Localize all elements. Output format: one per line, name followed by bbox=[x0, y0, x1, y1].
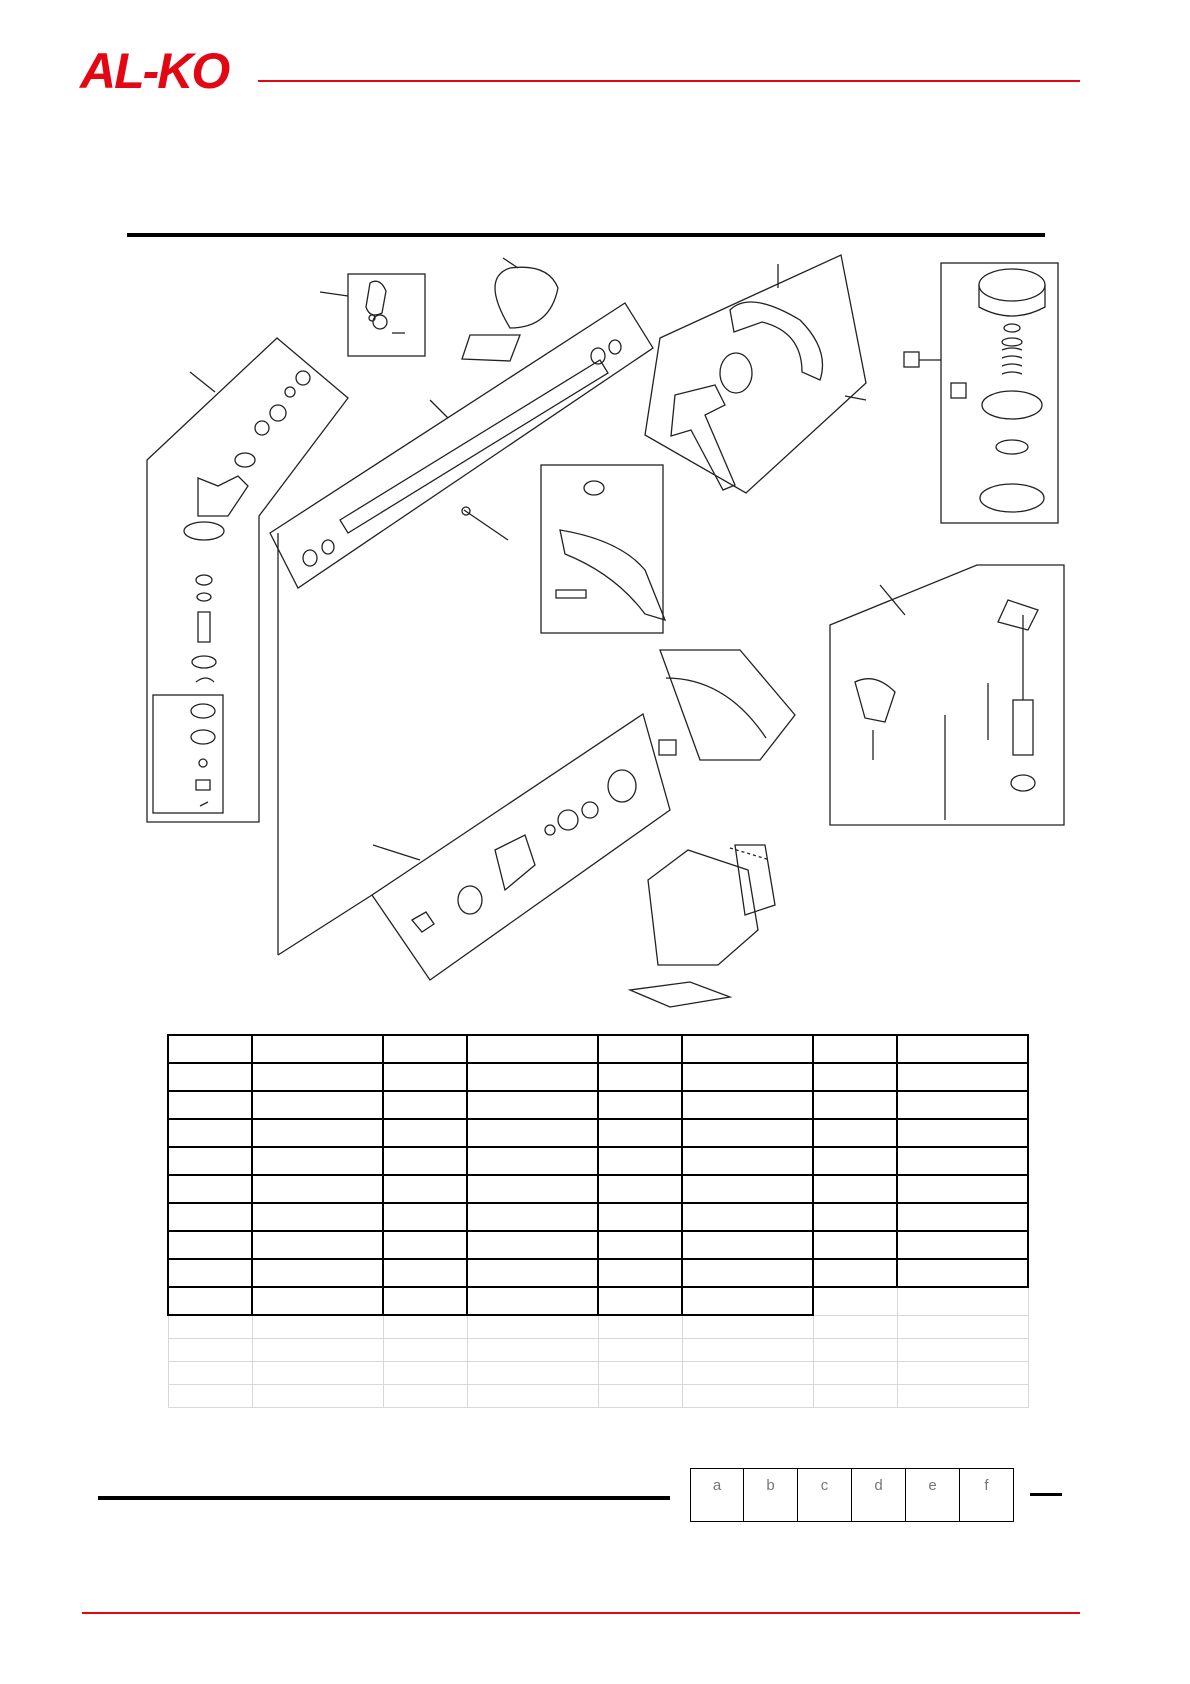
bottom-rule bbox=[82, 1612, 1080, 1614]
variant-box-e: e bbox=[906, 1468, 960, 1522]
table-row bbox=[168, 1035, 1028, 1063]
brush-strip bbox=[659, 650, 795, 760]
variant-box-d: d bbox=[852, 1468, 906, 1522]
loop-handle bbox=[645, 255, 866, 493]
table-row bbox=[168, 1119, 1028, 1147]
variant-box-a: a bbox=[690, 1468, 744, 1522]
variant-box-c: c bbox=[798, 1468, 852, 1522]
clutch-housing-assembly bbox=[278, 533, 670, 980]
shoulder-strap bbox=[462, 258, 558, 361]
table-row bbox=[168, 1362, 1028, 1385]
gear-head-assembly bbox=[147, 338, 348, 822]
parts-table bbox=[167, 1034, 1029, 1408]
table-row bbox=[168, 1175, 1028, 1203]
alko-logo: AL-KO bbox=[80, 43, 229, 99]
throttle-handle-assembly bbox=[830, 565, 1064, 825]
table-row bbox=[168, 1231, 1028, 1259]
engine-cover bbox=[630, 845, 775, 1007]
clamp-detail bbox=[320, 274, 425, 356]
table-row bbox=[168, 1203, 1028, 1231]
table-row bbox=[168, 1385, 1028, 1408]
variant-legend bbox=[690, 1468, 1014, 1522]
drive-shaft bbox=[270, 303, 653, 588]
table-row bbox=[168, 1339, 1028, 1362]
table-row bbox=[168, 1091, 1028, 1119]
table-row bbox=[168, 1287, 1028, 1315]
table-row bbox=[168, 1063, 1028, 1091]
trimmer-head bbox=[904, 263, 1058, 523]
table-row bbox=[168, 1259, 1028, 1287]
table-row bbox=[168, 1147, 1028, 1175]
variant-box-f: f bbox=[960, 1468, 1014, 1522]
footer-rule bbox=[98, 1496, 670, 1500]
table-row bbox=[168, 1315, 1028, 1339]
footer-dash bbox=[1030, 1493, 1062, 1496]
grass-guard bbox=[541, 465, 665, 633]
variant-box-b: b bbox=[744, 1468, 798, 1522]
cable-tie bbox=[462, 507, 508, 540]
